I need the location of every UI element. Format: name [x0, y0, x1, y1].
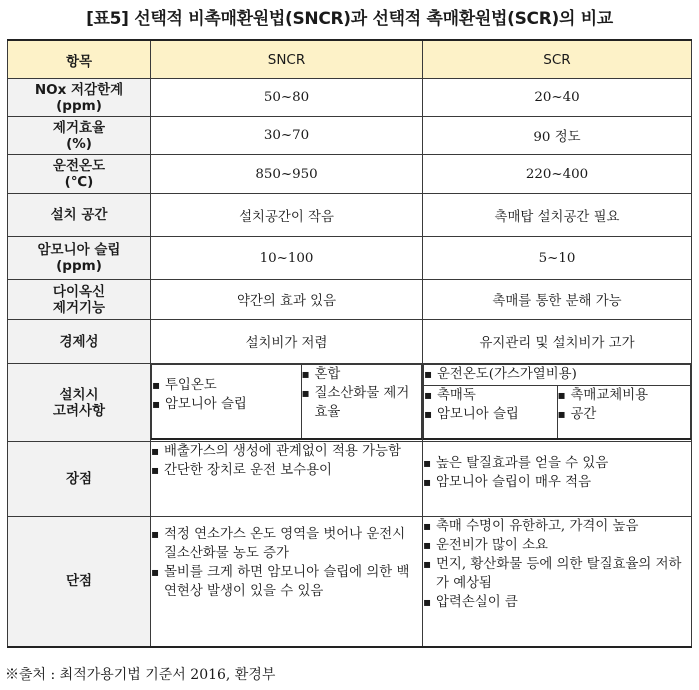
list-item: ▪ 높은 탈질효과를 얻을 수 있음 [423, 454, 691, 473]
slip-scr: 5~10 [423, 237, 692, 280]
table-title: [표5] 선택적 비촉매환원법(SNCR)과 선택적 촉매환원법(SCR)의 비교 [86, 9, 613, 29]
temp-scr: 220~400 [423, 155, 692, 194]
list-item: ▪ 압력손실이 큼 [423, 593, 691, 612]
table-row [8, 237, 692, 280]
list-item: ▪ 투입온도 [152, 376, 301, 395]
row-label-econ: 경제성 [8, 320, 151, 364]
table-row [8, 442, 692, 517]
row-label-dioxin: 다이옥신 제거기능 [8, 280, 151, 320]
cons-scr [423, 517, 692, 647]
dioxin-sncr: 약간의 효과 있음 [151, 280, 423, 320]
list-item: ▪ 혼합 [302, 365, 422, 384]
list-item: ▪ 촉매교체비용 [558, 386, 691, 405]
nox-sncr: 50~80 [151, 79, 423, 117]
eff-scr: 90 정도 [423, 117, 692, 155]
comparison-table [7, 39, 692, 648]
list-item: ▪ 운전비가 많이 소요 [423, 536, 691, 555]
header-item: 항목 [8, 40, 151, 79]
dioxin-scr: 촉매를 통한 분해 가능 [423, 280, 692, 320]
econ-scr: 유지관리 및 설치비가 고가 [423, 320, 692, 364]
list-item: ▪ 간단한 장치로 운전 보수용이 [151, 461, 422, 480]
table-row [8, 320, 692, 364]
consider-sncr [151, 364, 423, 442]
row-label-temp: 운전온도 (℃) [8, 155, 151, 194]
list-item: ▪ 배출가스의 생성에 관계없이 적용 가능함 [151, 442, 422, 461]
row-label-nox: NOx 저감한계 (ppm) [8, 79, 151, 117]
list-item: ▪ 암모니아 슬립이 매우 적음 [423, 473, 691, 492]
row-label-consider: 설치시 고려사항 [8, 364, 151, 442]
list-item: ▪ 공간 [558, 405, 691, 424]
header-sncr: SNCR [151, 40, 423, 79]
table-row [8, 517, 692, 647]
consider-scr [423, 364, 692, 442]
list-item: ▪ 암모니아 슬립 [424, 405, 557, 424]
list-item: ▪ 적정 연소가스 온도 영역을 벗어나 운전시 질소산화물 농도 증가 [151, 525, 422, 563]
list-item: ▪ 운전온도(가스가열비용) [424, 365, 690, 384]
pros-sncr [151, 442, 423, 517]
row-label-cons: 단점 [8, 517, 151, 647]
list-item: ▪ 먼지, 황산화물 등에 의한 탈질효율의 저하가 예상됨 [423, 555, 691, 593]
econ-sncr: 설치비가 저렴 [151, 320, 423, 364]
table-row [8, 280, 692, 320]
row-label-space: 설치 공간 [8, 194, 151, 237]
header-scr: SCR [423, 40, 692, 79]
nox-scr: 20~40 [423, 79, 692, 117]
space-scr: 촉매탑 설치공간 필요 [423, 194, 692, 237]
header-row [8, 40, 692, 79]
table-row [8, 194, 692, 237]
source-note: ※출처 : 최적가용기법 기준서 2016, 환경부 [5, 667, 276, 683]
pros-scr [423, 442, 692, 517]
table-row [8, 155, 692, 194]
row-label-eff: 제거효율 (%) [8, 117, 151, 155]
cons-sncr [151, 517, 423, 647]
list-item: ▪ 촉매독 [424, 386, 557, 405]
table-row [8, 117, 692, 155]
list-item: ▪ 질소산화물 제거효율 [302, 384, 422, 422]
temp-sncr: 850~950 [151, 155, 423, 194]
list-item: ▪ 촉매 수명이 유한하고, 가격이 높음 [423, 517, 691, 536]
table-row [8, 79, 692, 117]
table-row [8, 364, 692, 442]
list-item: ▪ 암모니아 슬립 [152, 395, 301, 414]
slip-sncr: 10~100 [151, 237, 423, 280]
eff-sncr: 30~70 [151, 117, 423, 155]
row-label-slip: 암모니아 슬립 (ppm) [8, 237, 151, 280]
row-label-pros: 장점 [8, 442, 151, 517]
list-item: ▪ 몰비를 크게 하면 암모니아 슬립에 의한 백연현상 발생이 있을 수 있음 [151, 563, 422, 601]
space-sncr: 설치공간이 작음 [151, 194, 423, 237]
